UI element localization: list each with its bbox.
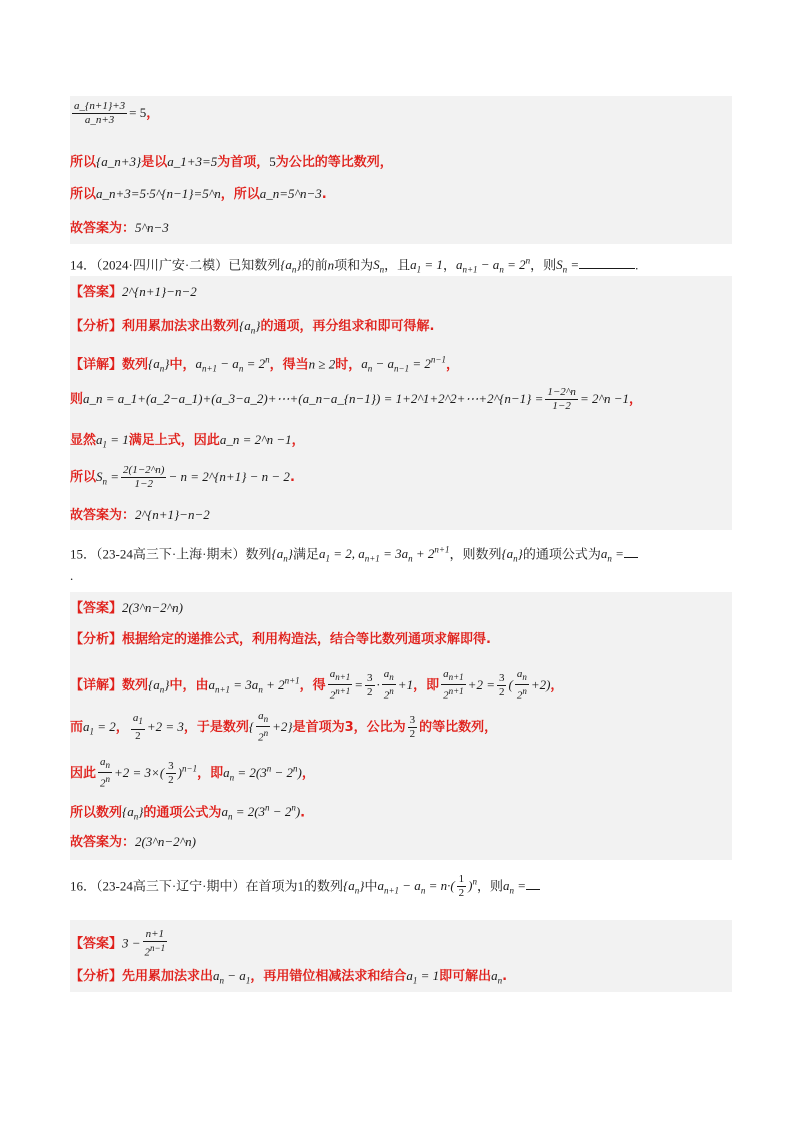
q14-detail-line3: 显然$a_1 = 1$满足上式，因此a_n = 2^n −1，	[70, 432, 305, 450]
q15-detail-line3: 因此 $\frac{a_n}{2^n}$ +2 = 3×( $\frac{3}{2}$ )$^{n-1}$，即$a_n = 2(3^n - 2^n)$，	[70, 756, 315, 790]
q16-analysis: 【分析】先用累加法求出$a_n - a_1$，再用错位相减法求和结合$a_1 = 1$即可解出$a_n$.	[70, 968, 508, 986]
p13-answer-line: 故答案为：5^n−3	[70, 220, 169, 236]
q14-answer: 【答案】2^{n+1}−n−2	[70, 284, 197, 300]
q16-answer: 【答案】3 − $\frac{n+1}{2^{n-1}}$	[70, 928, 166, 959]
q14-stem: 14．（2024·四川广安·二模）已知数列$\{a_n\}$的前n项和为$S_n$，且$a_1 = 1$，$a_{n+1} - a_n = 2^n$，则$S_n$ = .	[70, 256, 639, 275]
q16-answer-blank[interactable]	[526, 879, 540, 890]
q15-stem-dot: .	[70, 568, 74, 583]
q14-analysis: 【分析】利用累加法求出数列$\{a_n\}$的通项，再分组求和即可得解.	[70, 318, 435, 336]
q14-detail-line2: 则a_n = a_1+(a_2−a_1)+(a_3−a_2)+⋯+(a_n−a_{n−1}) = 1+2^1+2^2+⋯+2^{n−1} = $\frac{1-2\^{}n}{1-2}$ = 2^n −1，	[70, 386, 642, 412]
q14-answer-blank[interactable]	[579, 256, 635, 269]
p13-line2: 所以{a_n+3}是以a_1+3=5为首项，5为公比的等比数列，	[70, 154, 393, 170]
q15-final-answer: 故答案为：2(3^n−2^n)	[70, 834, 196, 850]
p13-fraction: $\frac{a\_\{n+1\}+3}{a\_n+3}$	[74, 100, 126, 126]
q14-final-answer: 故答案为：2^{n+1}−n−2	[70, 507, 210, 523]
q15-stem: 15．（23-24高三下·上海·期末）数列$\{a_n\}$满足$a_1 = 2$, $a_{n+1} = 3a_n + 2^{n+1}$，则数列$\{a_n\}$的通项公式为$a_n$ =	[70, 540, 638, 569]
p13-line3: 所以a_n+3=5·5^{n−1}=5^n，所以a_n=5^n−3.	[70, 186, 327, 202]
q15-detail-line4: 所以数列$\{a_n\}$的通项公式为$a_n = 2(3^n - 2^n)$.	[70, 803, 306, 822]
p13-fraction-line: $\frac{a\_\{n+1\}+3}{a\_n+3}$ = 5，	[74, 100, 160, 126]
q15-answer: 【答案】2(3^n−2^n)	[70, 600, 183, 616]
q14-sum-fraction: $\frac{1-2\^{}n}{1-2}$	[547, 386, 576, 412]
q15-detail-line1: 【详解】数列$\{a_n\}$中，由$a_{n+1} = 3a_n + 2^{n+1}$，得 $\frac{a_{n+1}}{2^{n+1}}$ = $\frac{3}{2}$ · $\frac{a_n}{2^n}$ +1，即 $\frac{a_{n+1}}{2^{n+1}}$ +2 = $\frac{3}{2}$ ( $\frac{a_n}{2^n}$ +2)，	[70, 668, 564, 702]
q14-detail-line1: 【详解】数列$\{a_n\}$中，$a_{n+1} - a_n = 2^n$，得当n ≥ 2时，$a_n - a_{n-1} = 2^{n-1}$，	[70, 355, 459, 374]
q14-detail-line4: 所以$S_n$ = $\frac{2(1-2\^{}n)}{1-2}$ − n = 2^{n+1} − n − 2.	[70, 464, 295, 490]
q14-sn-fraction: $\frac{2(1-2\^{}n)}{1-2}$	[123, 464, 165, 490]
q15-analysis: 【分析】根据给定的递推公式，利用构造法，结合等比数列通项求解即得.	[70, 632, 491, 647]
q15-answer-blank[interactable]	[624, 547, 638, 558]
q15-detail-line2: 而$a_1 = 2$， $\frac{a_1}{2}$ +2 = 3，于是数列{ $\frac{a_n}{2^n}$ +2}是首项为3，公比为 $\frac{3}{2}$ 的等比数列，	[70, 710, 498, 744]
q16-stem: 16．（23-24高三下·辽宁·期中）在首项为1的数列$\{a_n\}$中$a_{n+1} - a_n = n\cdot$( $\frac{1}{2}$ )$^n$，则$a_n$ =	[70, 872, 540, 901]
